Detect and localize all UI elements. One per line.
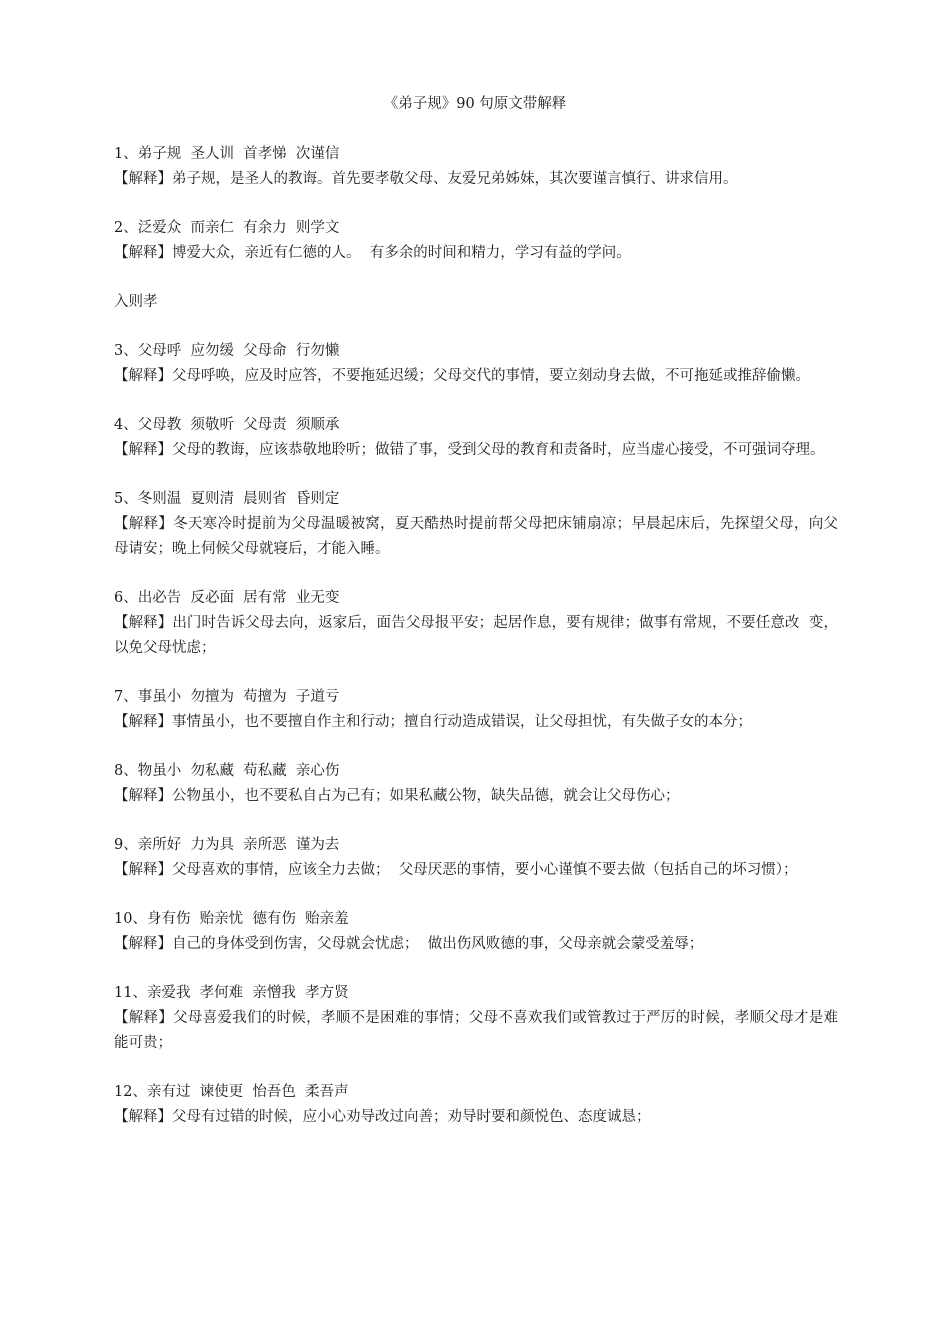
explanation-text: 【解释】父母的教诲，应该恭敬地聆听；做错了事，受到父母的教育和责备时，应当虚心接受，不可强词夺理。 (114, 442, 825, 458)
verse-entry-4 (114, 413, 838, 463)
verse-line: 7、事虽小 勿擅为 苟擅为 子道亏 (114, 689, 340, 705)
explanation-text: 【解释】出门时告诉父母去向，返家后，面告父母报平安；起居作息，要有规律；做事有常规，不要任意改 变，以免父母忧虑； (114, 615, 838, 656)
verse-entry-7 (114, 685, 838, 735)
verse-line: 9、亲所好 力为具 亲所恶 谨为去 (114, 837, 340, 853)
explanation-text: 【解释】事情虽小，也不要擅自作主和行动；擅自行动造成错误，让父母担忧，有失做子女的本分； (114, 714, 752, 730)
verse-line: 10、身有伤 贻亲忧 德有伤 贻亲羞 (114, 911, 349, 927)
verse-entry-3 (114, 339, 838, 389)
section-heading: 入则孝 (114, 294, 158, 310)
verse-line: 2、泛爱众 而亲仁 有余力 则学文 (114, 220, 340, 236)
verse-line: 1、弟子规 圣人训 首孝悌 次谨信 (114, 146, 340, 162)
explanation-text: 【解释】冬天寒冷时提前为父母温暖被窝，夏天酷热时提前帮父母把床铺扇凉；早晨起床后，先探望父母，向父母请安；晚上伺候父母就寝后，才能入睡。 (114, 516, 838, 557)
explanation-text: 【解释】弟子规，是圣人的教诲。首先要孝敬父母、友爱兄弟姊妹，其次要谨言慎行、讲求信用。 (114, 171, 738, 187)
document-body (114, 142, 838, 1154)
explanation-text: 【解释】自己的身体受到伤害，父母就会忧虑； 做出伤风败德的事，父母亲就会蒙受羞辱； (114, 936, 704, 952)
explanation-text: 【解释】公物虽小，也不要私自占为己有；如果私藏公物，缺失品德，就会让父母伤心； (114, 788, 680, 804)
verse-entry-2 (114, 216, 838, 266)
verse-line: 11、亲爱我 孝何难 亲憎我 孝方贤 (114, 985, 349, 1001)
explanation-text: 【解释】父母喜欢的事情，应该全力去做； 父母厌恶的事情，要小心谨慎不要去做（包括自己的坏习惯）； (114, 862, 798, 878)
verse-entry-5 (114, 487, 838, 562)
explanation-text: 【解释】父母有过错的时候，应小心劝导改过向善；劝导时要和颜悦色、态度诚恳； (114, 1109, 651, 1125)
verse-entry-11 (114, 981, 838, 1056)
verse-line: 8、物虽小 勿私藏 苟私藏 亲心伤 (114, 763, 340, 779)
verse-entry-12 (114, 1080, 838, 1130)
verse-line: 5、冬则温 夏则清 晨则省 昏则定 (114, 491, 340, 507)
verse-entry-10 (114, 907, 838, 957)
verse-line: 3、父母呼 应勿缓 父母命 行勿懒 (114, 343, 340, 359)
verse-line: 4、父母教 须敬听 父母责 须顺承 (114, 417, 340, 433)
verse-line: 6、出必告 反必面 居有常 业无变 (114, 590, 340, 606)
verse-entry-9 (114, 833, 838, 883)
verse-line: 12、亲有过 谏使更 怡吾色 柔吾声 (114, 1084, 349, 1100)
verse-entry-8 (114, 759, 838, 809)
explanation-text: 【解释】父母喜爱我们的时候，孝顺不是困难的事情；父母不喜欢我们或管教过于严厉的时候，孝顺父母才是难能可贵； (114, 1010, 838, 1051)
document-title: 《弟子规》90 句原文带解释 (383, 96, 567, 112)
verse-entry-1 (114, 142, 838, 192)
explanation-text: 【解释】父母呼唤，应及时应答，不要拖延迟缓；父母交代的事情，要立刻动身去做，不可拖延或推辞偷懒。 (114, 368, 810, 384)
explanation-text: 【解释】博爱大众，亲近有仁德的人。 有多余的时间和精力，学习有益的学问。 (114, 245, 631, 261)
verse-entry-6 (114, 586, 838, 661)
